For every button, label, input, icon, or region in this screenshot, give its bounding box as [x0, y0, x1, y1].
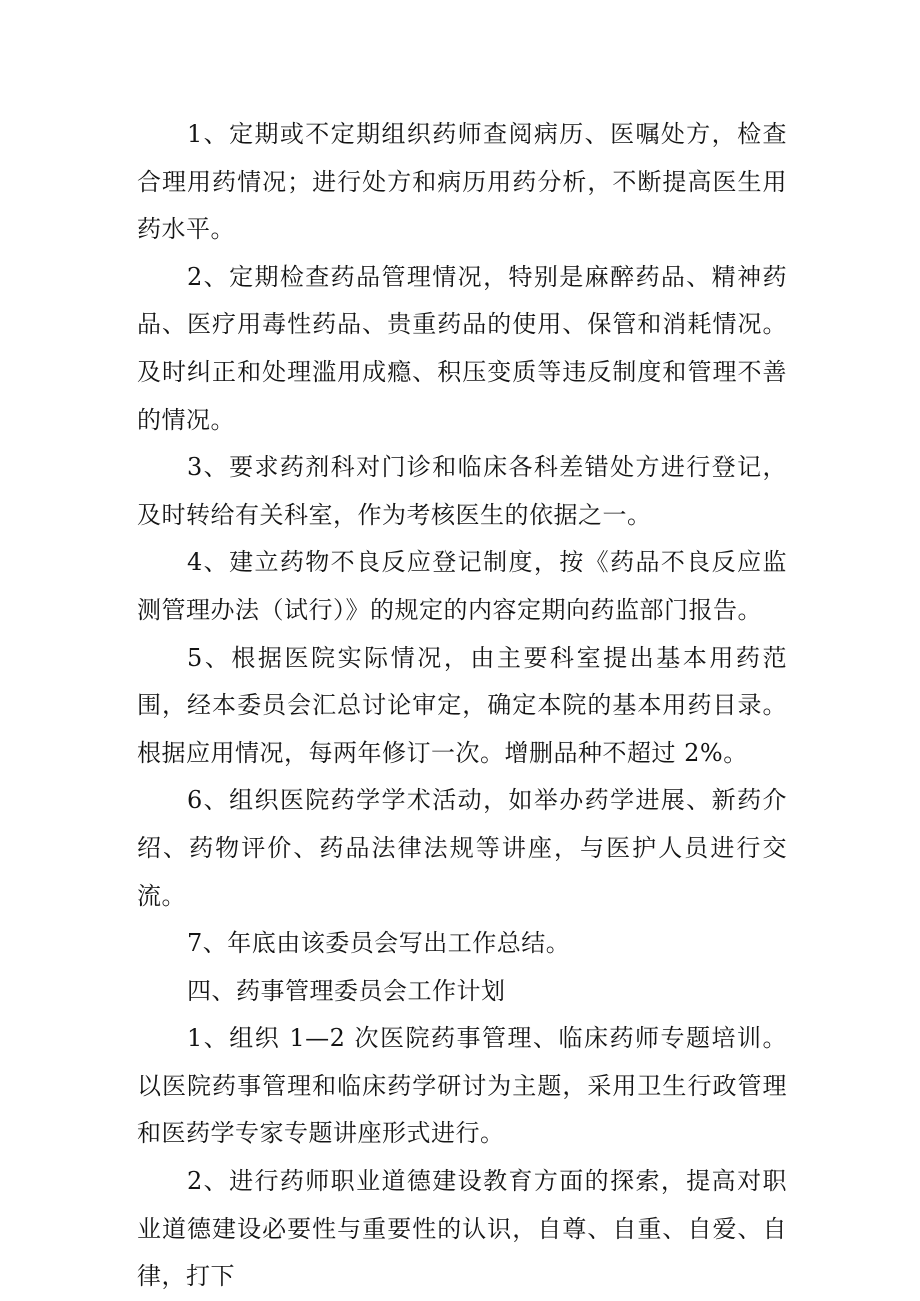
paragraph-3: 3、要求药剂科对门诊和临床各科差错处方进行登记，及时转给有关科室，作为考核医生的依据之一。: [137, 453, 787, 529]
paragraph-5: 5、根据医院实际情况，由主要科室提出基本用药范围，经本委员会汇总讨论审定，确定本院的基本用药目录。根据应用情况，每两年修订一次。增删品种不超过 2%。: [137, 643, 787, 767]
paragraph-4: 4、建立药物不良反应登记制度，按《药品不良反应监测管理办法（试行）》的规定的内容定期向药监部门报告。: [137, 548, 787, 624]
paragraph-7: 7、年底由该委员会写出工作总结。: [187, 929, 571, 958]
paragraph-plan-1: 1、组织 1—2 次医院药事管理、临床药师专题培训。以医院药事管理和临床药学研讨为主题，采用卫生行政管理和医药学专家专题讲座形式进行。: [137, 1024, 787, 1148]
document-body: [137, 111, 787, 1301]
paragraph-plan-2: 2、进行药师职业道德建设教育方面的探索，提高对职业道德建设必要性与重要性的认识，自尊、自重、自爱、自律，打下: [137, 1167, 787, 1291]
paragraph-2: 2、定期检查药品管理情况，特别是麻醉药品、精神药品、医疗用毒性药品、贵重药品的使用、保管和消耗情况。及时纠正和处理滥用成瘾、积压变质等违反制度和管理不善的情况。: [137, 262, 787, 434]
section-heading: 四、药事管理委员会工作计划: [187, 976, 506, 1005]
paragraph-1: 1、定期或不定期组织药师查阅病历、医嘱处方，检查合理用药情况；进行处方和病历用药分析，不断提高医生用药水平。: [137, 120, 787, 244]
paragraph-6: 6、组织医院药学学术活动，如举办药学进展、新药介绍、药物评价、药品法律法规等讲座，与医护人员进行交流。: [137, 786, 787, 910]
